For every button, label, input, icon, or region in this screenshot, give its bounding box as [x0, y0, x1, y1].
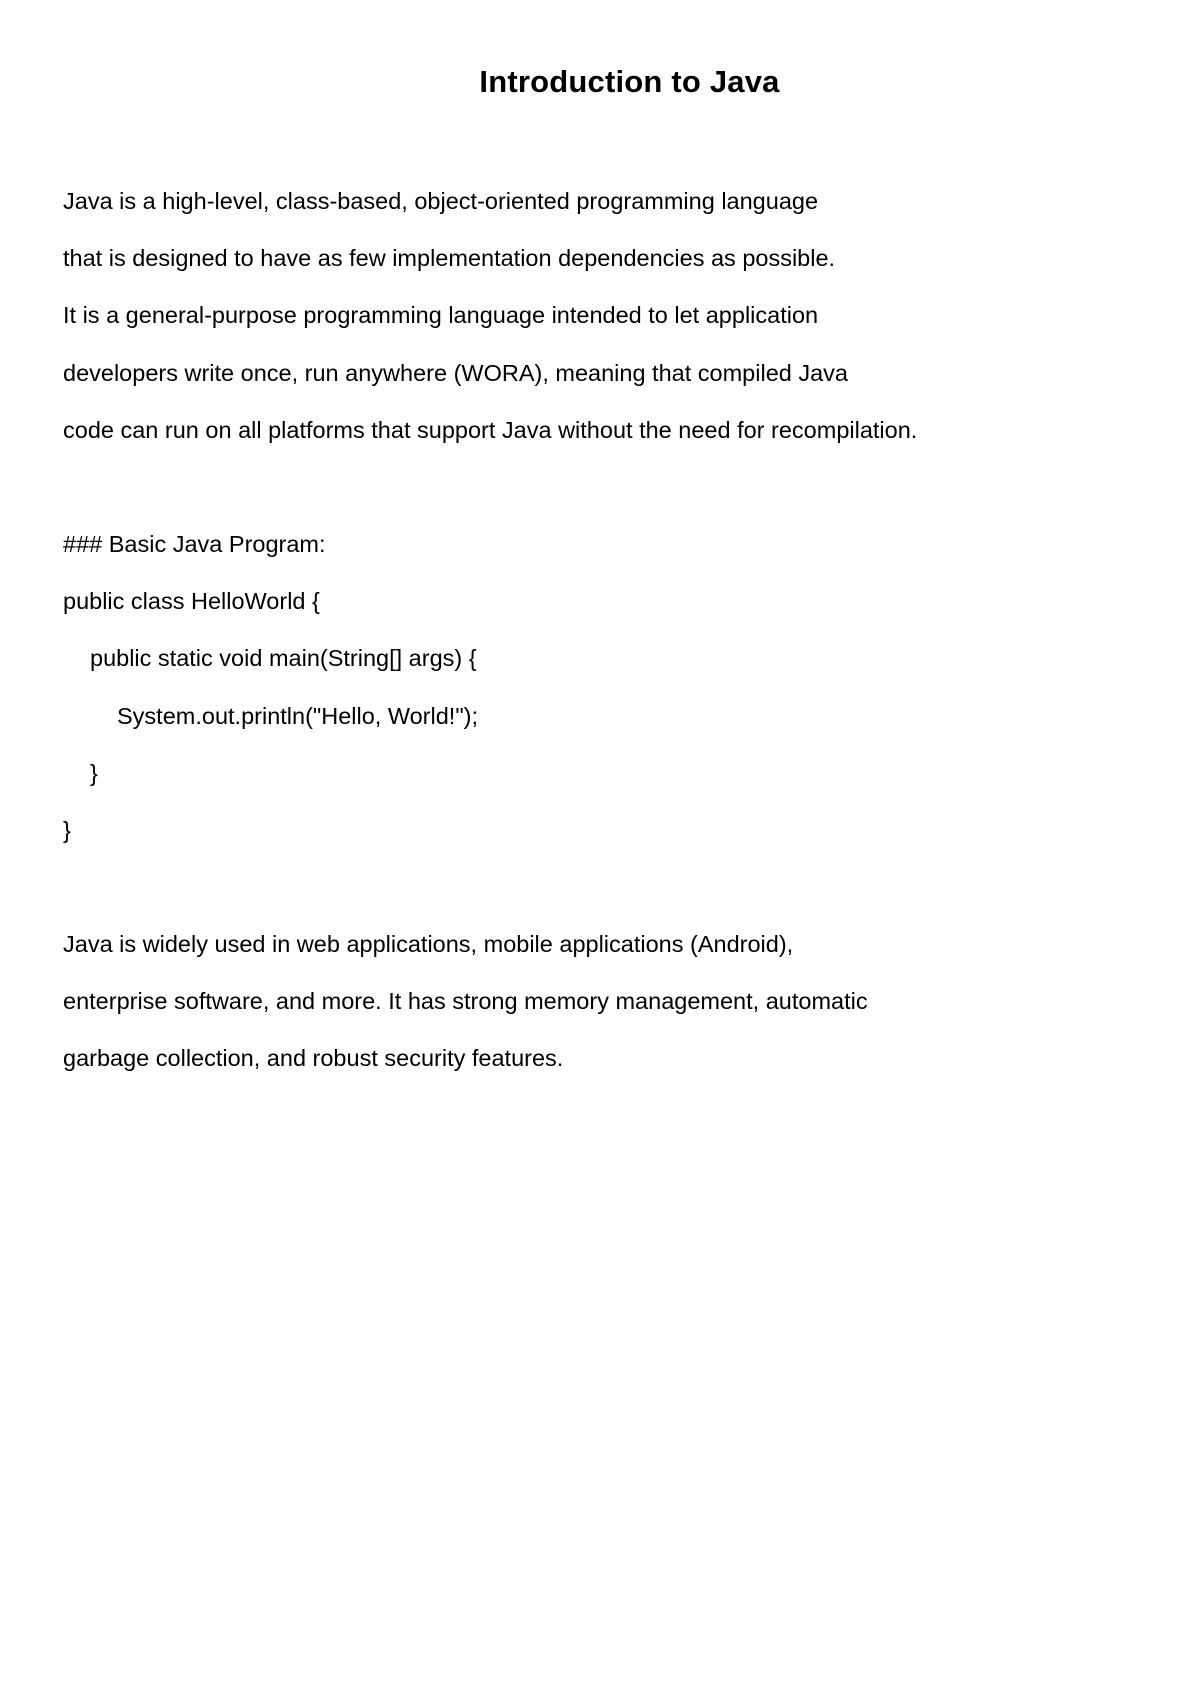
- code-section-heading: ### Basic Java Program:: [63, 531, 326, 557]
- intro-line: that is designed to have as few implementation dependencies as possible.: [63, 245, 836, 271]
- closing-line: enterprise software, and more. It has strong memory management, automatic: [63, 988, 868, 1014]
- code-line: public static void main(String[] args) {: [90, 645, 477, 671]
- intro-line: developers write once, run anywhere (WORA), meaning that compiled Java: [63, 360, 849, 386]
- code-line: }: [63, 817, 71, 843]
- code-line: public class HelloWorld {: [63, 588, 320, 614]
- code-line: }: [90, 760, 98, 786]
- intro-line: Java is a high-level, class-based, object-oriented programming language: [63, 188, 819, 214]
- intro-line: code can run on all platforms that support Java without the need for recompilation.: [63, 417, 918, 443]
- page-title: Introduction to Java: [479, 64, 780, 99]
- closing-line: Java is widely used in web applications, mobile applications (Android),: [63, 931, 794, 957]
- intro-line: It is a general-purpose programming language intended to let application: [63, 302, 819, 328]
- closing-line: garbage collection, and robust security features.: [63, 1045, 564, 1071]
- code-line: System.out.println("Hello, World!");: [117, 703, 479, 729]
